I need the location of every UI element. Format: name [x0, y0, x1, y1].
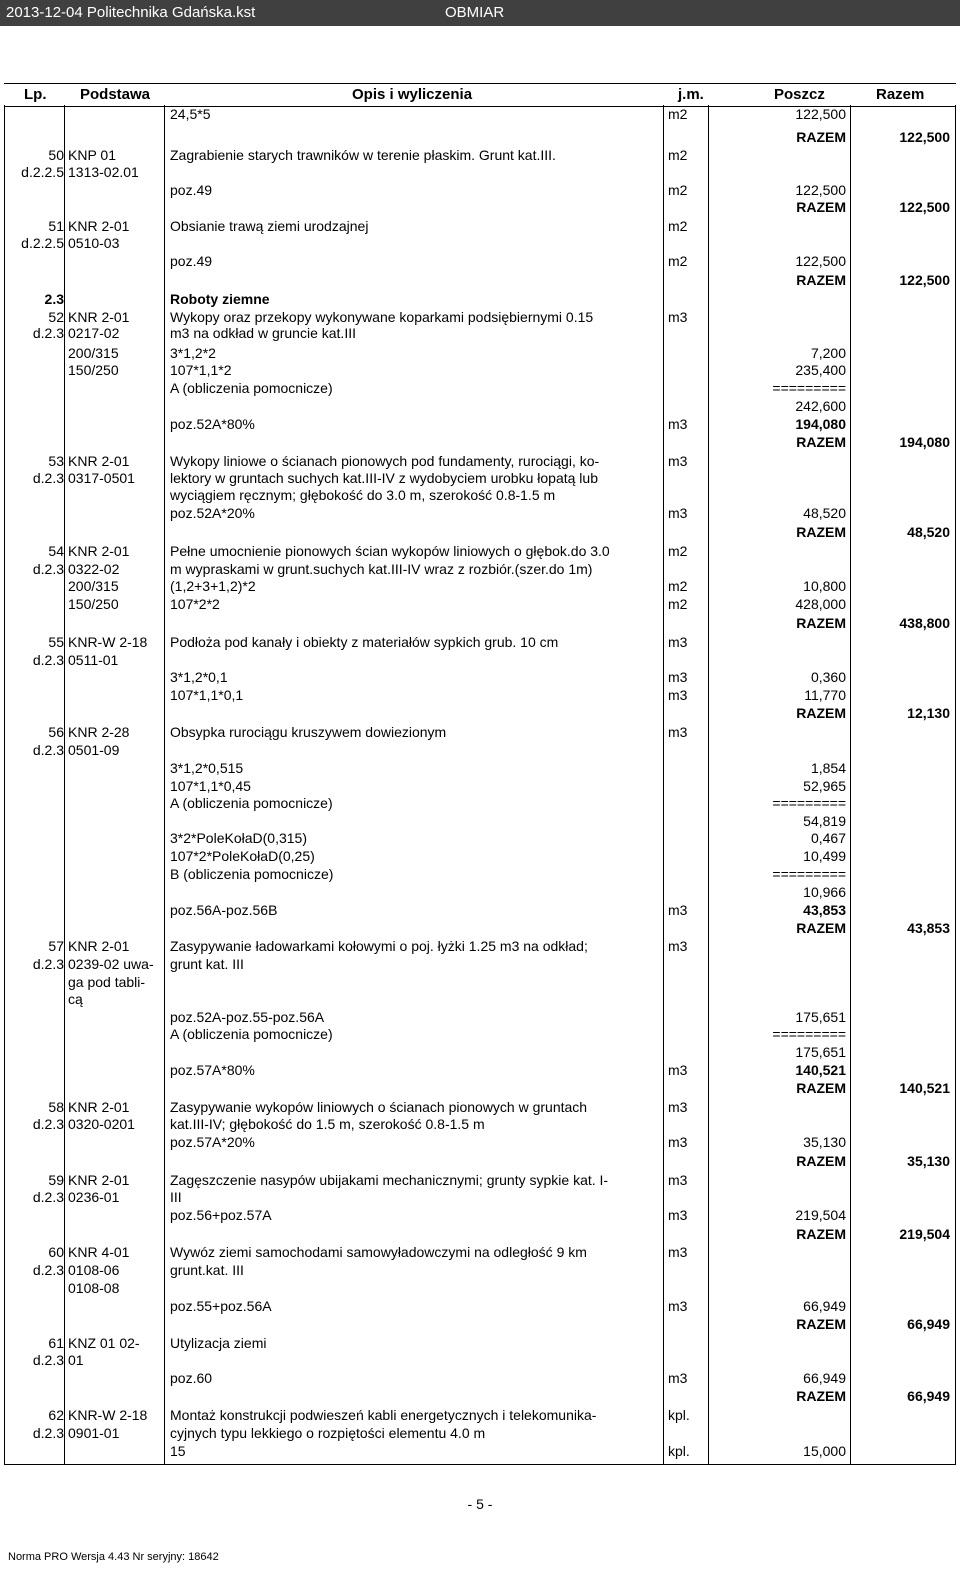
cell-razem-label: RAZEM [796, 1226, 846, 1242]
cell-poszcz: 54,819 [803, 813, 846, 829]
cell-opis: m3 na odkład w gruncie kat.III [170, 325, 356, 341]
header-lp: Lp. [24, 86, 47, 103]
cell-razem-label: RAZEM [796, 615, 846, 631]
cell-podst: 200/315 [68, 345, 119, 361]
cell-podst: KNR 2-01 [68, 1099, 130, 1115]
cell-poszcz: ========= [772, 866, 846, 882]
column-divider [64, 105, 65, 1465]
cell-podst: KNR 2-01 [68, 543, 130, 559]
cell-razem: 43,853 [907, 920, 950, 936]
cell-razem-label: RAZEM [796, 1080, 846, 1096]
cell-podst: 0510-03 [68, 235, 120, 251]
cell-poszcz: 66,949 [803, 1298, 846, 1314]
cell-jm: kpl. [668, 1443, 690, 1459]
cell-podst: cą [68, 991, 83, 1007]
cell-jm: m3 [668, 1298, 688, 1314]
cell-jm: m3 [668, 902, 688, 918]
section-title: OBMIAR [445, 4, 505, 21]
cell-lp: 2.3 [44, 291, 64, 307]
cell-podst: KNR 2-01 [68, 1172, 130, 1188]
cell-razem: 219,504 [899, 1226, 950, 1242]
cell-poszcz: ========= [772, 380, 846, 396]
cell-opis: Zagęszczenie nasypów ubijakami mechanicznymi; grunty sypkie kat. I- [170, 1172, 609, 1188]
title-bar [0, 0, 960, 26]
cell-poszcz: 7,200 [810, 345, 846, 361]
cell-lp: d.2.2.5 [21, 235, 64, 251]
cell-poszcz: 140,521 [795, 1062, 846, 1078]
cell-lp: 54 [48, 543, 64, 559]
cell-opis: poz.56A-poz.56B [170, 902, 278, 918]
cell-razem: 140,521 [899, 1080, 950, 1096]
cell-lp: d.2.3 [32, 1116, 64, 1132]
cell-razem: 48,520 [907, 524, 950, 540]
cell-razem-label: RAZEM [796, 434, 846, 450]
cell-podst: KNR 2-01 [68, 938, 130, 954]
cell-lp: 58 [48, 1099, 64, 1115]
cell-lp: d.2.3 [32, 956, 64, 972]
cell-poszcz: 43,853 [803, 902, 846, 918]
cell-podst: 150/250 [68, 596, 119, 612]
cell-lp: d.2.3 [32, 652, 64, 668]
header-podstawa: Podstawa [80, 86, 151, 103]
cell-lp: 55 [48, 634, 64, 650]
cell-lp: 50 [48, 147, 64, 163]
cell-razem: 438,800 [899, 615, 950, 631]
cell-lp: 56 [48, 724, 64, 740]
cell-opis: Pełne umocnienie pionowych ścian wykopów liniowych o głębok.do 3.0 [170, 543, 610, 559]
cell-jm: kpl. [668, 1407, 690, 1423]
header-razem: Razem [876, 86, 925, 103]
cell-opis: Zasypywanie wykopów liniowych o ścianach pionowych w gruntach [170, 1099, 588, 1115]
cell-poszcz: 10,499 [803, 848, 846, 864]
cell-opis: B (obliczenia pomocnicze) [170, 866, 334, 882]
cell-poszcz: 194,080 [795, 416, 846, 432]
cell-opis: 3*2*PoleKołaD(0,315) [170, 830, 307, 846]
table-header [4, 83, 956, 107]
cell-jm: m3 [668, 938, 688, 954]
cell-opis: 107*2*PoleKołaD(0,25) [170, 848, 315, 864]
cell-opis: Roboty ziemne [170, 291, 270, 307]
cell-opis: cyjnych typu lekkiego o rozpiętości elementu 4.0 m [170, 1425, 486, 1441]
cell-opis: lektory w gruntach suchych kat.III-IV z wydobyciem urobku łopatą lub [170, 470, 598, 486]
table-bottom-border [4, 1464, 956, 1465]
cell-poszcz: 235,400 [795, 362, 846, 378]
cell-jm: m2 [668, 253, 688, 269]
cell-lp: d.2.3 [32, 561, 64, 577]
cell-razem-label: RAZEM [796, 1388, 846, 1404]
cell-opis: grunt kat. III [170, 956, 244, 972]
cell-lp: d.2.3 [32, 1189, 64, 1205]
cell-opis: Zagrabienie starych trawników w terenie płaskim. Grunt kat.III. [170, 147, 556, 163]
cell-lp: 59 [48, 1172, 64, 1188]
cell-podst: 0108-08 [68, 1280, 120, 1296]
cell-poszcz: ========= [772, 795, 846, 811]
cell-poszcz: 10,966 [803, 884, 846, 900]
cell-poszcz: 10,800 [803, 578, 846, 594]
cell-poszcz: 122,500 [795, 253, 846, 269]
cell-poszcz: 175,651 [795, 1044, 846, 1060]
cell-poszcz: 35,130 [803, 1134, 846, 1150]
cell-opis: 3*1,2*2 [170, 345, 216, 361]
cell-opis: 3*1,2*0,515 [170, 760, 244, 776]
cell-opis: Utylizacja ziemi [170, 1335, 267, 1351]
cell-jm: m3 [668, 1099, 688, 1115]
header-poszcz: Poszcz [774, 86, 825, 103]
cell-opis: grunt.kat. III [170, 1262, 244, 1278]
column-divider [850, 105, 851, 1465]
page-number: - 5 - [467, 1496, 493, 1512]
cell-opis: Obsianie trawą ziemi urodzajnej [170, 218, 369, 234]
cell-opis: m wypraskami w grunt.suchych kat.III-IV wraz z rozbiór.(szer.do 1m) [170, 561, 593, 577]
cell-lp: 60 [48, 1244, 64, 1260]
cell-razem: 35,130 [907, 1153, 950, 1169]
cell-jm: m2 [668, 218, 688, 234]
cell-razem-label: RAZEM [796, 524, 846, 540]
cell-poszcz: 428,000 [795, 596, 846, 612]
cell-opis: III [170, 1189, 182, 1205]
cell-lp: d.2.2.5 [21, 164, 64, 180]
cell-opis: poz.60 [170, 1370, 213, 1386]
cell-razem: 122,500 [899, 272, 950, 288]
cell-opis: Zasypywanie ładowarkami kołowymi o poj. łyżki 1.25 m3 na odkład; [170, 938, 588, 954]
cell-podst: KNR 2-28 [68, 724, 130, 740]
cell-razem-label: RAZEM [796, 920, 846, 936]
cell-jm: m3 [668, 416, 688, 432]
cell-lp: 51 [48, 218, 64, 234]
cell-opis: A (obliczenia pomocnicze) [170, 795, 333, 811]
cell-poszcz: 66,949 [803, 1370, 846, 1386]
cell-lp: d.2.3 [32, 325, 64, 341]
cell-jm: m2 [668, 578, 688, 594]
cell-podst: KNR 2-01 [68, 309, 130, 325]
cell-jm: m2 [668, 182, 688, 198]
cell-opis: poz.52A-poz.55-poz.56A [170, 1009, 325, 1025]
cell-jm: m3 [668, 687, 688, 703]
cell-podst: KNR-W 2-18 [68, 1407, 148, 1423]
cell-podst: KNR 2-01 [68, 218, 130, 234]
cell-podst: KNR-W 2-18 [68, 634, 148, 650]
cell-opis: 3*1,2*0,1 [170, 669, 228, 685]
cell-opis: 107*1,1*0,45 [170, 778, 251, 794]
software-footer: Norma PRO Wersja 4.43 Nr seryjny: 18642 [8, 1551, 219, 1563]
cell-opis: poz.55+poz.56A [170, 1298, 272, 1314]
cell-podst: 0511-01 [68, 652, 119, 668]
cell-opis: poz.56+poz.57A [170, 1207, 272, 1223]
cell-razem-label: RAZEM [796, 199, 846, 215]
cell-opis: Podłoża pod kanały i obiekty z materiałów sypkich grub. 10 cm [170, 634, 559, 650]
cell-poszcz: 242,600 [795, 398, 846, 414]
cell-podst: 01 [68, 1352, 84, 1368]
cell-podst: 0108-06 [68, 1262, 120, 1278]
cell-jm: m2 [668, 596, 688, 612]
cell-lp: d.2.3 [32, 742, 64, 758]
table-border-left [4, 105, 5, 1465]
cell-razem: 66,949 [907, 1388, 950, 1404]
cell-opis: 107*1,1*2 [170, 362, 232, 378]
cell-poszcz: 122,500 [795, 182, 846, 198]
cell-jm: m3 [668, 634, 688, 650]
cell-jm: m3 [668, 453, 688, 469]
cell-poszcz: 11,770 [804, 687, 846, 703]
cell-razem-label: RAZEM [796, 272, 846, 288]
cell-podst: 0317-0501 [68, 470, 135, 486]
cell-jm: m3 [668, 1062, 688, 1078]
column-divider [164, 105, 165, 1465]
cell-razem-label: RAZEM [796, 705, 846, 721]
document-title: 2013-12-04 Politechnika Gdańska.kst [6, 4, 256, 21]
cell-opis: Wykopy oraz przekopy wykonywane koparkami podsiębiernymi 0.15 [170, 309, 594, 325]
cell-lp: d.2.3 [32, 1425, 64, 1441]
cell-jm: m3 [668, 309, 688, 325]
cell-opis: Obsypka rurociągu kruszywem dowiezionym [170, 724, 447, 740]
cell-opis: kat.III-IV; głębokość do 1.5 m, szerokość 0.8-1.5 m [170, 1116, 485, 1132]
cell-lp: 62 [48, 1407, 64, 1423]
cell-razem: 66,949 [907, 1316, 950, 1332]
cell-jm: m2 [668, 543, 688, 559]
cell-lp: 61 [48, 1335, 64, 1351]
cell-podst: ga pod tabli- [68, 974, 146, 990]
cell-podst: 0901-01 [68, 1425, 120, 1441]
cell-razem: 12,130 [907, 705, 950, 721]
cell-opis: 107*1,1*0,1 [170, 687, 244, 703]
column-divider [663, 105, 664, 1465]
cell-jm: m2 [668, 106, 688, 122]
cell-poszcz: 0,467 [810, 830, 846, 846]
cell-podst: KNZ 01 02- [68, 1335, 140, 1351]
cell-poszcz: 48,520 [803, 505, 846, 521]
cell-lp: d.2.3 [32, 470, 64, 486]
cell-poszcz: ========= [772, 1026, 846, 1042]
cell-poszcz: 15,000 [803, 1443, 846, 1459]
column-divider [708, 105, 709, 1465]
cell-razem: 122,500 [899, 129, 950, 145]
header-opis: Opis i wyliczenia [352, 86, 473, 103]
cell-podst: KNR 4-01 [68, 1244, 130, 1260]
cell-podst: 0239-02 uwa- [68, 956, 154, 972]
cell-podst: 1313-02.01 [68, 164, 139, 180]
cell-lp: 53 [48, 453, 64, 469]
table-border-right [955, 105, 956, 1465]
cell-podst: KNP 01 [68, 147, 116, 163]
cell-opis: A (obliczenia pomocnicze) [170, 1026, 333, 1042]
cell-opis: poz.57A*20% [170, 1134, 255, 1150]
cell-lp: 52 [48, 309, 64, 325]
cell-opis: poz.52A*20% [170, 505, 255, 521]
cell-opis: Montaż konstrukcji podwieszeń kabli energetycznych i telekomunika- [170, 1407, 597, 1423]
cell-opis: 15 [170, 1443, 186, 1459]
cell-opis: (1,2+3+1,2)*2 [170, 578, 256, 594]
cell-opis: Wywóz ziemi samochodami samowyładowczymi na odległość 9 km [170, 1244, 587, 1260]
cell-podst: 200/315 [68, 578, 119, 594]
cell-jm: m3 [668, 1207, 688, 1223]
cell-jm: m3 [668, 669, 688, 685]
cell-jm: m3 [668, 1134, 688, 1150]
cell-jm: m3 [668, 505, 688, 521]
cell-podst: 0320-0201 [68, 1116, 135, 1132]
cell-jm: m3 [668, 1370, 688, 1386]
cell-podst: 0236-01 [68, 1189, 120, 1205]
cell-jm: m2 [668, 147, 688, 163]
cell-razem-label: RAZEM [796, 1153, 846, 1169]
cell-lp: 57 [48, 938, 64, 954]
cell-opis: wyciągiem ręcznym; głębokość do 3.0 m, szerokość 0.8-1.5 m [170, 487, 556, 503]
cell-razem: 194,080 [899, 434, 950, 450]
cell-opis: Wykopy liniowe o ścianach pionowych pod fundamenty, rurociągi, ko- [170, 453, 600, 469]
cell-poszcz: 1,854 [810, 760, 846, 776]
cell-poszcz: 175,651 [795, 1009, 846, 1025]
cell-opis: poz.49 [170, 182, 213, 198]
cell-podst: 0322-02 [68, 561, 120, 577]
header-jm: j.m. [678, 86, 704, 103]
cell-opis: A (obliczenia pomocnicze) [170, 380, 333, 396]
cell-razem-label: RAZEM [796, 129, 846, 145]
cell-podst: KNR 2-01 [68, 453, 130, 469]
cell-podst: 0217-02 [68, 325, 120, 341]
cell-razem: 122,500 [899, 199, 950, 215]
cell-jm: m3 [668, 724, 688, 740]
cell-opis: 107*2*2 [170, 596, 220, 612]
cell-lp: d.2.3 [32, 1352, 64, 1368]
cell-poszcz: 52,965 [803, 778, 846, 794]
cell-podst: 0501-09 [68, 742, 120, 758]
cell-jm: m3 [668, 1244, 688, 1260]
cell-opis: poz.57A*80% [170, 1062, 255, 1078]
cell-poszcz: 219,504 [795, 1207, 846, 1223]
cell-poszcz: 122,500 [795, 106, 846, 122]
cell-poszcz: 0,360 [810, 669, 846, 685]
cell-opis: poz.52A*80% [170, 416, 255, 432]
cell-opis: 24,5*5 [170, 106, 211, 122]
cell-jm: m3 [668, 1172, 688, 1188]
cell-podst: 150/250 [68, 362, 119, 378]
cell-opis: poz.49 [170, 253, 213, 269]
cell-lp: d.2.3 [32, 1262, 64, 1278]
cell-razem-label: RAZEM [796, 1316, 846, 1332]
